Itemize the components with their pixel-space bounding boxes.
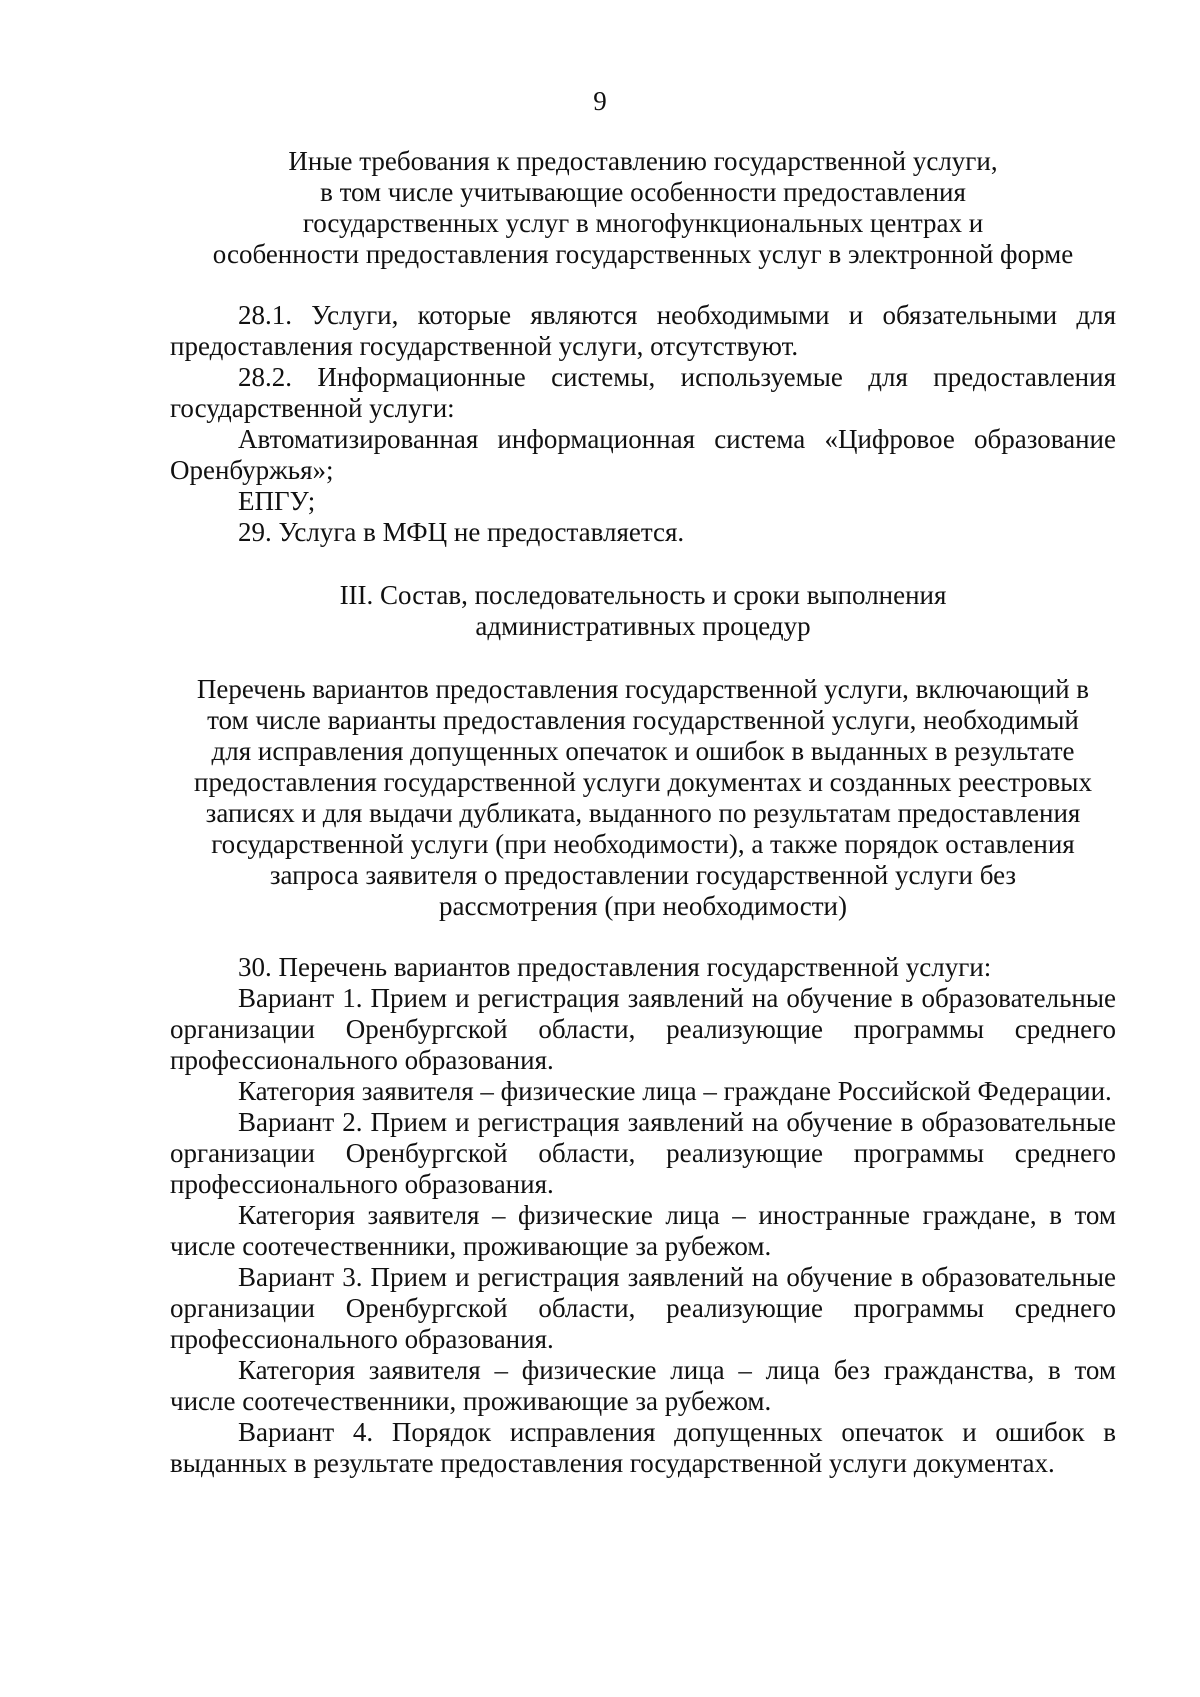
paragraph-variant-2: Вариант 2. Прием и регистрация заявлений на обучение в образовательные организации Оренбургской области, реализующие программы среднего профессионального образования.: [170, 1107, 1116, 1199]
paragraph-applicant-category-2: Категория заявителя – физические лица – иностранные граждане, в том числе соотечественники, проживающие за рубежом.: [170, 1200, 1116, 1261]
paragraph-applicant-category-1: Категория заявителя – физические лица – граждане Российской Федерации.: [238, 1076, 1112, 1106]
heading-line: Перечень вариантов предоставления государственной услуги, включающий в: [196, 674, 1090, 704]
paragraph-variant-4: Вариант 4. Порядок исправления допущенных опечаток и ошибок в выданных в результате предоставления государственной услуги документах.: [170, 1417, 1116, 1478]
heading-line: особенности предоставления государственных услуг в электронной форме: [212, 239, 1074, 269]
heading-line: предоставления государственной услуги документах и созданных реестровых: [194, 767, 1092, 797]
heading-other-requirements: [170, 146, 1116, 270]
paragraph-information-system: Автоматизированная информационная система «Цифровое образование Оренбуржья»;: [170, 424, 1116, 485]
document-body: [170, 146, 1116, 1479]
paragraph-epgu: ЕПГУ;: [238, 486, 316, 516]
heading-line: рассмотрения (при необходимости): [438, 891, 847, 921]
heading-line: Иные требования к предоставлению государственной услуги,: [288, 146, 998, 176]
heading-line: государственной услуги (при необходимости), а также порядок оставления: [211, 829, 1075, 859]
section-title-line: III. Состав, последовательность и сроки выполнения: [339, 580, 947, 610]
section-title-iii: [170, 580, 1116, 642]
heading-line: запроса заявителя о предоставлении государственной услуги без: [269, 860, 1017, 890]
paragraph-variant-1: Вариант 1. Прием и регистрация заявлений на обучение в образовательные организации Оренбургской области, реализующие программы среднего профессионального образования.: [170, 983, 1116, 1075]
heading-line: государственных услуг в многофункциональных центрах и: [302, 208, 984, 238]
heading-line: записях и для выдачи дубликата, выданного по результатам предоставления: [205, 798, 1081, 828]
page-number: 9: [593, 86, 607, 116]
heading-line: том числе варианты предоставления государственной услуги, необходимый: [207, 705, 1079, 735]
paragraph-applicant-category-3: Категория заявителя – физические лица – лица без гражданства, в том числе соотечественники, проживающие за рубежом.: [170, 1355, 1116, 1416]
paragraph-29: 29. Услуга в МФЦ не предоставляется.: [238, 517, 685, 547]
heading-variants-list: [170, 674, 1116, 922]
paragraph-28-1: 28.1. Услуги, которые являются необходимыми и обязательными для предоставления государственной услуги, отсутствуют.: [170, 300, 1116, 361]
paragraph-30: 30. Перечень вариантов предоставления государственной услуги:: [238, 952, 992, 982]
paragraph-variant-3: Вариант 3. Прием и регистрация заявлений на обучение в образовательные организации Оренбургской области, реализующие программы среднего профессионального образования.: [170, 1262, 1116, 1354]
heading-line: в том числе учитывающие особенности предоставления: [320, 177, 966, 207]
paragraph-28-2: 28.2. Информационные системы, используемые для предоставления государственной услуги:: [170, 362, 1116, 423]
section-title-line: административных процедур: [475, 611, 811, 641]
heading-line: для исправления допущенных опечаток и ошибок в выданных в результате: [211, 736, 1075, 766]
